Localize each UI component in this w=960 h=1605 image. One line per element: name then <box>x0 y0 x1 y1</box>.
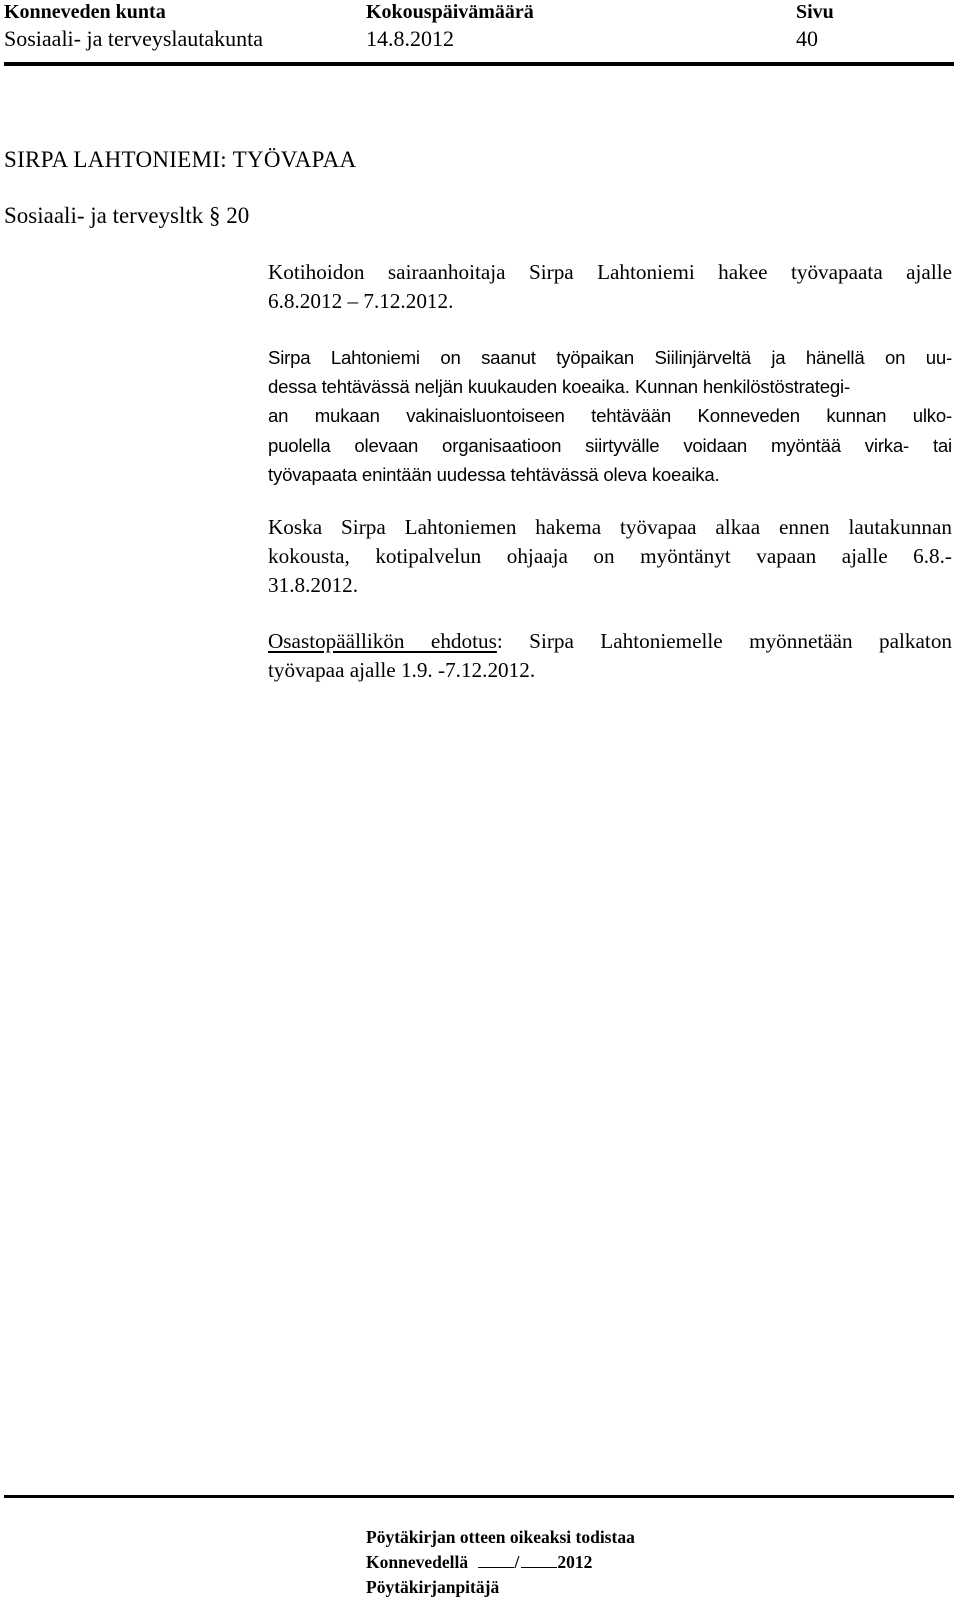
paragraph-text: dessa tehtävässä neljän kuukauden koeaika. <box>268 376 630 398</box>
paragraph-line: kokousta, kotipalvelun ohjaaja on myöntänyt vapaan ajalle 6.8.- <box>268 544 952 569</box>
paragraph-proposal <box>268 627 952 685</box>
page-label: Sivu <box>796 1 834 23</box>
paragraph-application <box>268 258 952 316</box>
paragraph-line: työvapaa ajalle 1.9. -7.12.2012. <box>268 658 536 683</box>
minutes-keeper-label: Pöytäkirjanpitäjä <box>366 1577 500 1597</box>
paragraph-line: an mukaan vakinaisluontoiseen tehtävään Konneveden kunnan ulko- <box>268 405 952 427</box>
meeting-date-label: Kokouspäivämäärä <box>366 1 534 23</box>
paragraph-interim-decision <box>268 513 952 601</box>
footer-divider <box>4 1495 954 1498</box>
paragraph-text: Kunnan henkilöstöstrategi- <box>634 376 850 398</box>
year: 2012 <box>557 1552 593 1572</box>
page-number: 40 <box>796 26 818 51</box>
paragraph-line <box>268 627 952 656</box>
paragraph-reason <box>268 343 952 489</box>
meeting-date: 14.8.2012 <box>366 26 454 51</box>
paragraph-line: 6.8.2012 – 7.12.2012. <box>268 289 454 314</box>
board-name: Sosiaali- ja terveyslautakunta <box>4 26 264 51</box>
document-title: SIRPA LAHTONIEMI: TYÖVAPAA <box>4 147 357 172</box>
section-reference: Sosiaali- ja terveysltk § 20 <box>4 203 250 228</box>
proposal-text: : Sirpa Lahtoniemelle myönnetään palkaton <box>496 629 953 653</box>
paragraph-line: 31.8.2012. <box>268 573 359 598</box>
paragraph-line <box>268 372 952 401</box>
municipality-name: Konneveden kunta <box>4 1 166 23</box>
paragraph-line: Sirpa Lahtoniemi on saanut työpaikan Siilinjärveltä ja hänellä on uu- <box>268 347 952 368</box>
signature-place-line <box>366 1551 592 1573</box>
month-blank <box>521 1551 557 1568</box>
day-blank <box>478 1551 514 1568</box>
paragraph-line: puolella olevaan organisaatioon siirtyvälle voidaan myöntää virka- tai <box>268 434 952 456</box>
proposal-label: Osastopäällikön ehdotus <box>268 629 497 653</box>
date-slash: / <box>514 1552 520 1572</box>
paragraph-line: Koska Sirpa Lahtoniemen hakema työvapaa alkaa ennen lautakunnan <box>268 515 952 539</box>
header-divider <box>4 62 954 66</box>
paragraph-line: työvapaata enintään uudessa tehtävässä oleva koeaika. <box>268 463 720 485</box>
place-name: Konnevedellä <box>366 1552 469 1572</box>
paragraph-line: Kotihoidon sairaanhoitaja Sirpa Lahtoniemi hakee työvapaata ajalle <box>268 260 952 284</box>
certification-text: Pöytäkirjan otteen oikeaksi todistaa <box>366 1527 635 1547</box>
